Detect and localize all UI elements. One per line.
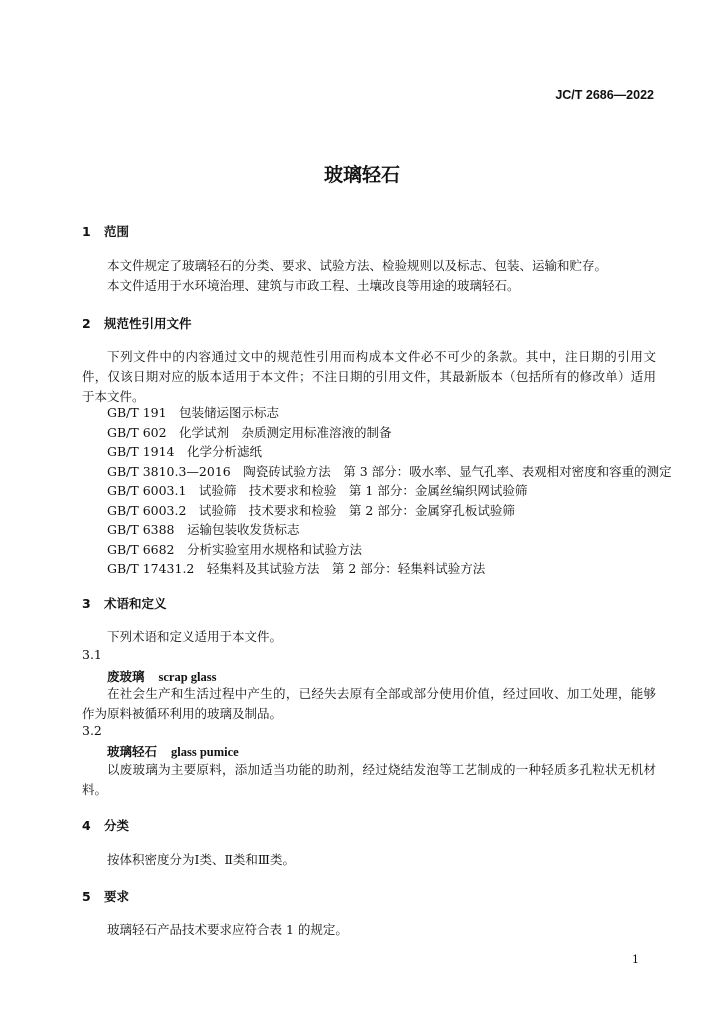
section-title: 范围 [104,224,130,239]
section-title: 规范性引用文件 [104,316,192,331]
standard-code-header: JC/T 2686—2022 [555,88,654,102]
page-number: 1 [632,953,639,966]
section-number: 2 [82,316,91,331]
reference-list [107,403,672,579]
section-2-heading [82,314,192,332]
reference-item: GB/T 602 化学试剂 杂质测定用标准溶液的制备 [107,424,392,440]
section-number: 4 [82,818,91,833]
classification-paragraph: 按体积密度分为Ⅰ类、Ⅱ类和Ⅲ类。 [107,852,295,867]
term-definition: 以废玻璃为主要原料，添加适当功能的助剂，经过烧结发泡等工艺制成的一种轻质多孔粒状无机材料。 [82,762,656,797]
section-5-heading [82,887,129,905]
term-entry [107,667,217,685]
reference-item: GB/T 1914 化学分析滤纸 [107,444,263,459]
term-definition: 在社会生产和生活过程中产生的，已经失去原有全部或部分使用价值，经过回收、加工处理，能够作为原料被循环利用的玻璃及制品。 [82,686,656,721]
reference-item: GB/T 191 包装储运图示标志 [107,405,280,420]
reference-item: GB/T 6003.1 试验筛 技术要求和检验 第 1 部分：金属丝编织网试验筛 [107,483,528,498]
reference-item: GB/T 6003.2 试验筛 技术要求和检验 第 2 部分：金属穿孔板试验筛 [107,502,515,518]
normative-references-intro: 下列文件中的内容通过文中的规范性引用而构成本文件必不可少的条款。其中，注日期的引用文件，仅该日期对应的版本适用于本文件；不注日期的引用文件，其最新版本（包括所有的修改单）适用于本文件。 [82,349,656,404]
section-number: 1 [82,224,91,239]
reference-item: GB/T 6388 运输包装收发货标志 [107,522,300,537]
section-title: 要求 [104,889,130,904]
term-number: 3.2 [82,723,102,738]
term-english: glass pumice [171,745,239,759]
document-title: 玻璃轻石 [323,164,400,186]
requirements-paragraph: 玻璃轻石产品技术要求应符合表 1 的规定。 [107,922,348,937]
term-chinese: 废玻璃 [107,669,145,684]
term-english: scrap glass [158,670,217,684]
term-number: 3.1 [82,647,102,662]
section-title: 术语和定义 [104,596,167,611]
term-entry [107,742,239,760]
scope-paragraph-1: 本文件规定了玻璃轻石的分类、要求、试验方法、检验规则以及标志、包装、运输和贮存。 [107,258,608,273]
section-3-heading [82,594,167,612]
section-1-heading [82,222,129,240]
reference-item: GB/T 17431.2 轻集料及其试验方法 第 2 部分：轻集料试验方法 [107,561,486,576]
section-4-heading [82,816,129,834]
term-chinese: 玻璃轻石 [107,744,158,759]
terms-intro: 下列术语和定义适用于本文件。 [107,629,283,644]
section-number: 5 [82,889,91,904]
reference-item: GB/T 3810.3—2016 陶瓷砖试验方法 第 3 部分：吸水率、显气孔率、表观相对密度和容重的测定 [107,463,672,479]
section-title: 分类 [104,818,130,833]
section-number: 3 [82,596,91,611]
reference-item: GB/T 6682 分析实验室用水规格和试验方法 [107,541,363,557]
scope-paragraph-2: 本文件适用于水环境治理、建筑与市政工程、土壤改良等用途的玻璃轻石。 [107,278,520,293]
